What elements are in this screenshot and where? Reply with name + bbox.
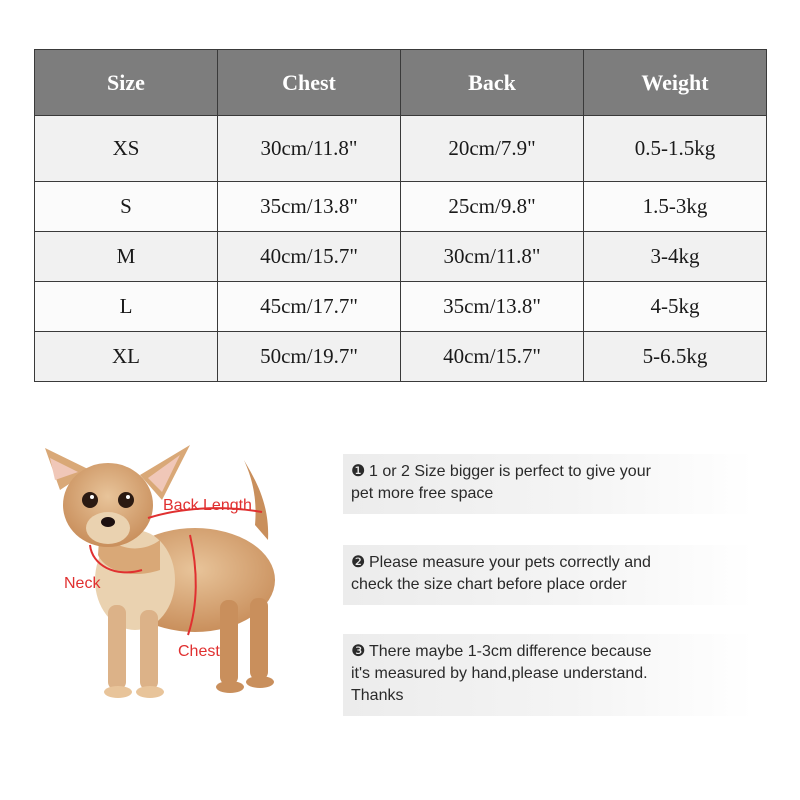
cell-back: 40cm/15.7"	[401, 332, 584, 382]
table-row	[35, 332, 767, 382]
cell-back: 35cm/13.8"	[401, 282, 584, 332]
table-row	[35, 182, 767, 232]
cell-chest: 35cm/13.8"	[218, 182, 401, 232]
cell-size: L	[35, 282, 218, 332]
header-back: Back	[401, 50, 584, 116]
cell-chest: 45cm/17.7"	[218, 282, 401, 332]
header-weight: Weight	[584, 50, 767, 116]
cell-weight: 5-6.5kg	[584, 332, 767, 382]
cell-weight: 0.5-1.5kg	[584, 116, 767, 182]
neck-label: Neck	[64, 575, 101, 592]
tip-3	[343, 634, 753, 716]
header-size: Size	[35, 50, 218, 116]
table-row	[35, 282, 767, 332]
tip-3-line-3: Thanks	[351, 687, 404, 704]
number-two-icon: ❷	[351, 552, 366, 571]
cell-back: 20cm/7.9"	[401, 116, 584, 182]
cell-weight: 1.5-3kg	[584, 182, 767, 232]
cell-size: S	[35, 182, 218, 232]
cell-chest: 40cm/15.7"	[218, 232, 401, 282]
number-one-icon: ❶	[351, 461, 366, 480]
cell-weight: 4-5kg	[584, 282, 767, 332]
cell-size: M	[35, 232, 218, 282]
cell-chest: 50cm/19.7"	[218, 332, 401, 382]
cell-back: 25cm/9.8"	[401, 182, 584, 232]
back-length-label: Back Length	[163, 497, 252, 514]
cell-size: XS	[35, 116, 218, 182]
table-row	[35, 232, 767, 282]
size-chart-table	[34, 49, 767, 382]
tip-3-line-1: There maybe 1-3cm difference because	[369, 643, 652, 660]
tip-3-line-2: it's measured by hand,please understand.	[351, 665, 648, 682]
tip-2-line-2: check the size chart before place order	[351, 576, 627, 593]
number-three-icon: ❸	[351, 641, 366, 660]
tip-2-line-1: Please measure your pets correctly and	[369, 554, 651, 571]
table-header-row	[35, 50, 767, 116]
header-chest: Chest	[218, 50, 401, 116]
cell-weight: 3-4kg	[584, 232, 767, 282]
cell-chest: 30cm/11.8"	[218, 116, 401, 182]
tip-1	[343, 454, 753, 514]
tip-1-line-2: pet more free space	[351, 485, 494, 502]
table-row	[35, 116, 767, 182]
cell-back: 30cm/11.8"	[401, 232, 584, 282]
cell-size: XL	[35, 332, 218, 382]
tip-2	[343, 545, 753, 605]
dog-measurement-illustration	[30, 430, 330, 720]
tip-1-line-1: 1 or 2 Size bigger is perfect to give your	[369, 463, 651, 480]
chest-label: Chest	[178, 643, 220, 660]
